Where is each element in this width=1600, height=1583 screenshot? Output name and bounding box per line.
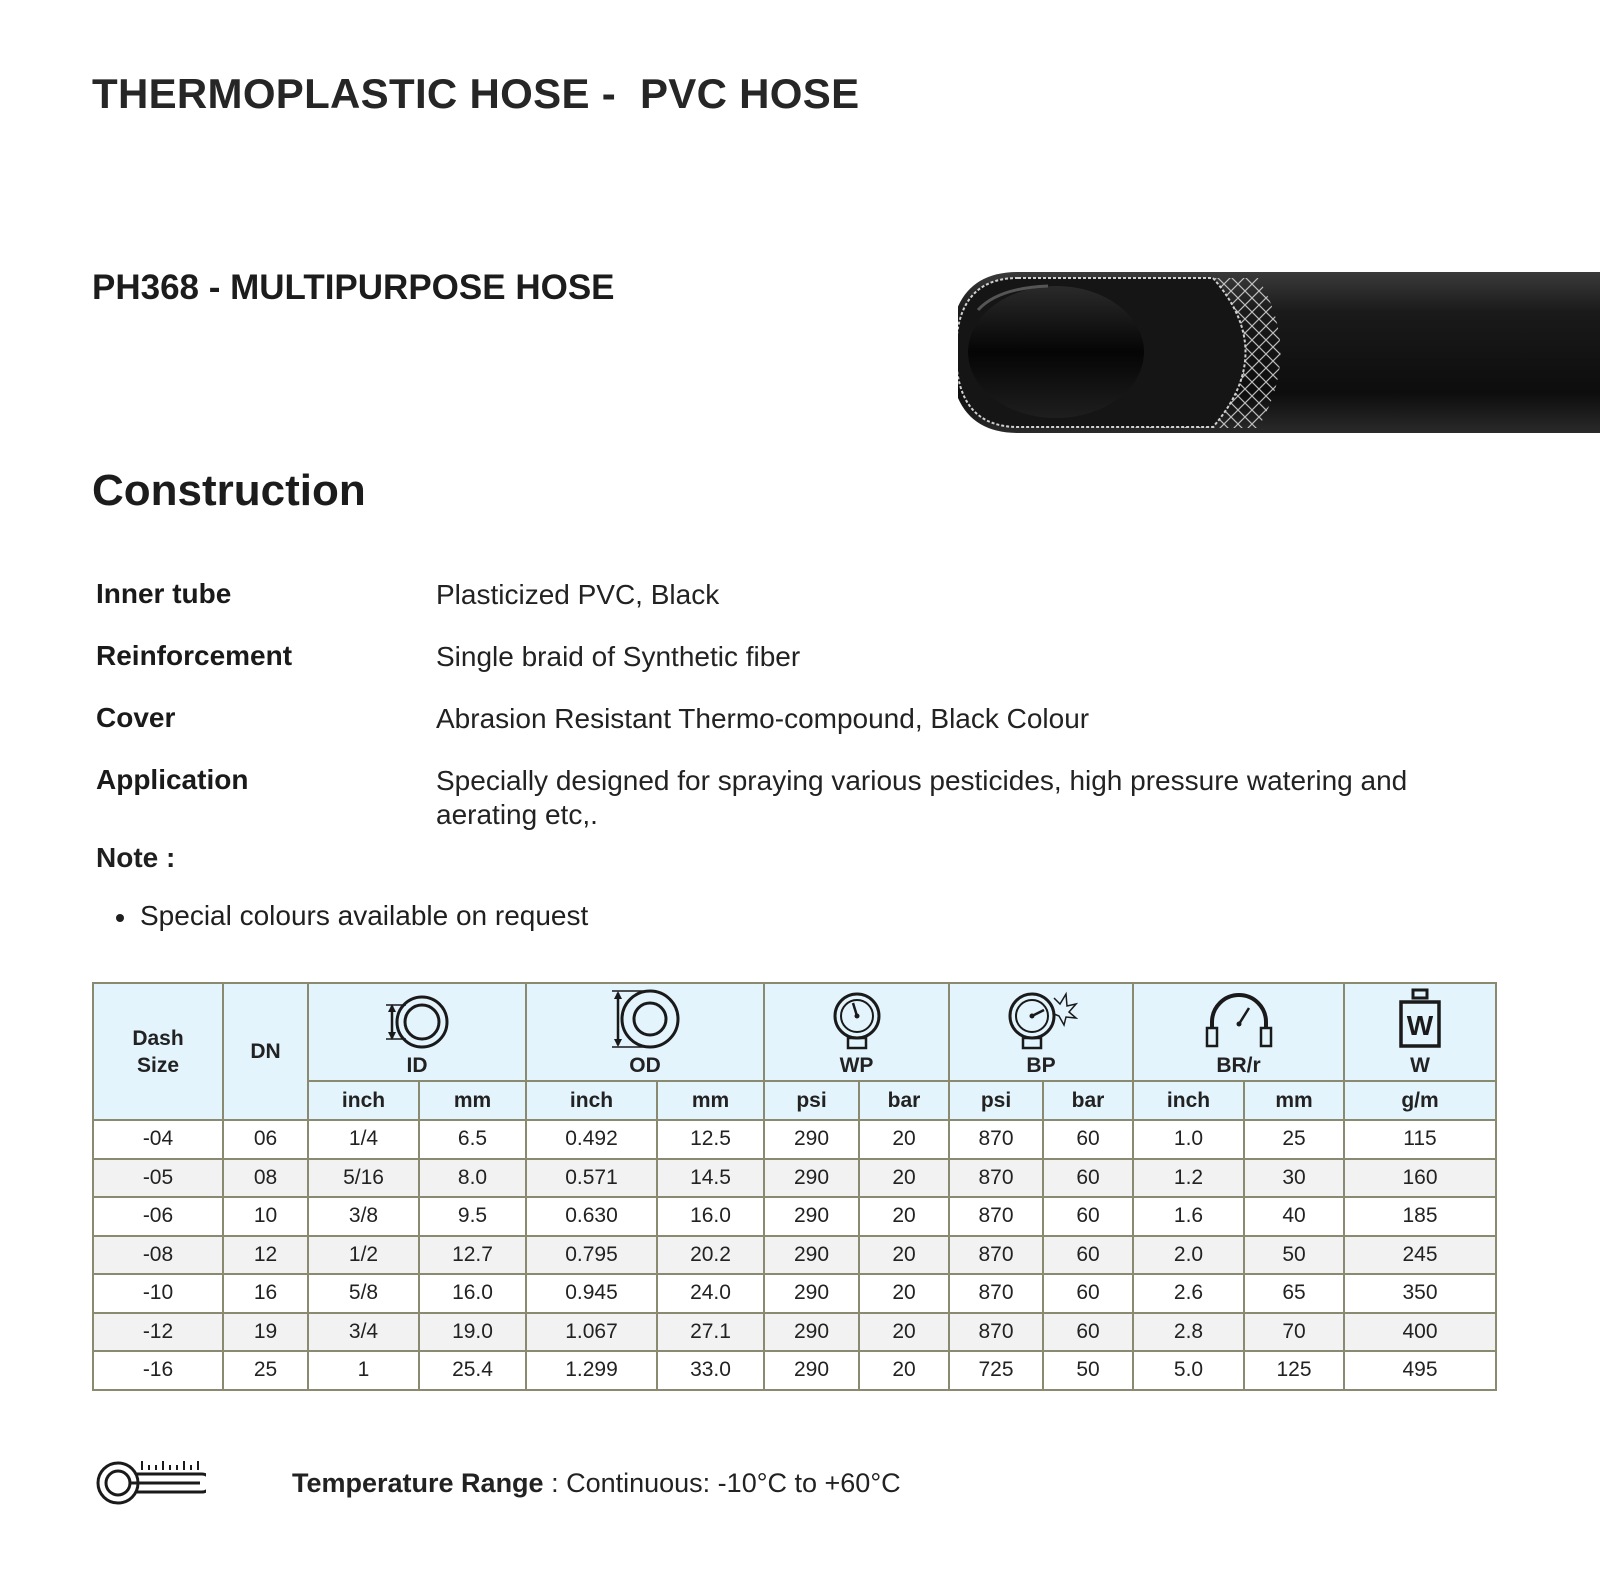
cell-wp-psi: 290 <box>764 1159 859 1198</box>
hose-image <box>958 270 1600 435</box>
temperature-value: : Continuous: -10°C to +60°C <box>543 1468 901 1498</box>
cell-bp-psi: 870 <box>949 1274 1043 1313</box>
cell-od-mm: 33.0 <box>657 1351 764 1390</box>
cell-bp-bar: 50 <box>1043 1351 1133 1390</box>
cell-id-inch: 3/4 <box>308 1313 419 1352</box>
cell-br-mm: 125 <box>1244 1351 1344 1390</box>
cell-br-inch: 2.8 <box>1133 1313 1244 1352</box>
table-row <box>93 1197 1496 1236</box>
cell-br-mm: 65 <box>1244 1274 1344 1313</box>
cell-dn: 10 <box>223 1197 308 1236</box>
cell-id-mm: 6.5 <box>419 1120 526 1159</box>
table-row <box>93 1351 1496 1390</box>
cell-wp-bar: 20 <box>859 1159 949 1198</box>
table-row <box>93 1159 1496 1198</box>
cell-dash-size: -06 <box>93 1197 223 1236</box>
header-w-label: W <box>1410 1054 1430 1077</box>
header-br-label: BR/r <box>1216 1054 1261 1077</box>
unit-od-inch: inch <box>526 1081 657 1120</box>
unit-id-mm: mm <box>419 1081 526 1120</box>
outer-diameter-icon <box>610 988 680 1050</box>
cell-weight: 115 <box>1344 1120 1496 1159</box>
cell-bp-bar: 60 <box>1043 1274 1133 1313</box>
svg-text:W: W <box>1406 1010 1434 1041</box>
working-pressure-gauge-icon <box>829 990 885 1050</box>
cell-bp-psi: 870 <box>949 1159 1043 1198</box>
cell-dn: 08 <box>223 1159 308 1198</box>
unit-bp-bar: bar <box>1043 1081 1133 1120</box>
burst-pressure-gauge-icon <box>1004 990 1078 1050</box>
cell-br-inch: 2.6 <box>1133 1274 1244 1313</box>
cell-od-mm: 24.0 <box>657 1274 764 1313</box>
table-row <box>93 1313 1496 1352</box>
spec-label-reinforcement: Reinforcement <box>96 640 293 671</box>
cell-od-mm: 20.2 <box>657 1236 764 1275</box>
cell-weight: 245 <box>1344 1236 1496 1275</box>
spec-label-cover: Cover <box>96 702 176 733</box>
cell-wp-bar: 20 <box>859 1313 949 1352</box>
header-br <box>1133 983 1344 1081</box>
cell-bp-psi: 725 <box>949 1351 1043 1390</box>
table-row <box>93 1274 1496 1313</box>
cell-id-inch: 5/8 <box>308 1274 419 1313</box>
unit-wp-bar: bar <box>859 1081 949 1120</box>
spec-value-reinforcement: Single braid of Synthetic fiber <box>436 641 801 672</box>
spec-label-inner-tube: Inner tube <box>96 578 232 609</box>
cell-bp-psi: 870 <box>949 1120 1043 1159</box>
header-dn: DN <box>223 983 308 1120</box>
cell-br-inch: 1.6 <box>1133 1197 1244 1236</box>
cell-bp-psi: 870 <box>949 1313 1043 1352</box>
cell-id-inch: 1/4 <box>308 1120 419 1159</box>
cell-wp-bar: 20 <box>859 1351 949 1390</box>
cell-id-inch: 5/16 <box>308 1159 419 1198</box>
cell-dn: 25 <box>223 1351 308 1390</box>
weight-icon <box>1395 988 1445 1050</box>
header-id-label: ID <box>406 1054 428 1077</box>
spec-value-cover: Abrasion Resistant Thermo-compound, Black Colour <box>436 703 1090 734</box>
cell-weight: 185 <box>1344 1197 1496 1236</box>
cell-weight: 495 <box>1344 1351 1496 1390</box>
header-od <box>526 983 764 1081</box>
cell-wp-bar: 20 <box>859 1120 949 1159</box>
cell-od-mm: 14.5 <box>657 1159 764 1198</box>
cell-br-inch: 1.2 <box>1133 1159 1244 1198</box>
cell-bp-psi: 870 <box>949 1236 1043 1275</box>
cell-weight: 400 <box>1344 1313 1496 1352</box>
header-wp <box>764 983 949 1081</box>
cell-id-inch: 3/8 <box>308 1197 419 1236</box>
cell-od-inch: 1.067 <box>526 1313 657 1352</box>
header-w <box>1344 983 1496 1081</box>
cell-wp-bar: 20 <box>859 1274 949 1313</box>
cell-id-inch: 1 <box>308 1351 419 1390</box>
section-heading: Construction <box>92 466 366 515</box>
cell-br-inch: 5.0 <box>1133 1351 1244 1390</box>
cell-dash-size: -05 <box>93 1159 223 1198</box>
header-id <box>308 983 526 1081</box>
cell-weight: 350 <box>1344 1274 1496 1313</box>
cell-wp-psi: 290 <box>764 1197 859 1236</box>
cell-dn: 06 <box>223 1120 308 1159</box>
cell-dn: 16 <box>223 1274 308 1313</box>
thermometer-icon <box>96 1457 206 1507</box>
cell-wp-psi: 290 <box>764 1236 859 1275</box>
cell-wp-bar: 20 <box>859 1236 949 1275</box>
spec-table <box>92 982 1497 1391</box>
cell-weight: 160 <box>1344 1159 1496 1198</box>
cell-bp-bar: 60 <box>1043 1120 1133 1159</box>
cell-od-inch: 0.795 <box>526 1236 657 1275</box>
cell-wp-psi: 290 <box>764 1274 859 1313</box>
cell-id-mm: 25.4 <box>419 1351 526 1390</box>
cell-bp-bar: 60 <box>1043 1313 1133 1352</box>
header-wp-label: WP <box>839 1054 874 1077</box>
cell-od-inch: 0.492 <box>526 1120 657 1159</box>
note-item: Special colours available on request <box>110 900 588 932</box>
note-list <box>110 900 588 932</box>
product-title: PH368 - MULTIPURPOSE HOSE <box>92 268 615 307</box>
header-bp-label: BP <box>1026 1054 1056 1077</box>
cell-br-mm: 30 <box>1244 1159 1344 1198</box>
cell-wp-psi: 290 <box>764 1313 859 1352</box>
cell-bp-bar: 60 <box>1043 1236 1133 1275</box>
cell-br-mm: 50 <box>1244 1236 1344 1275</box>
cell-dash-size: -04 <box>93 1120 223 1159</box>
unit-od-mm: mm <box>657 1081 764 1120</box>
cell-wp-bar: 20 <box>859 1197 949 1236</box>
unit-w-gm: g/m <box>1344 1081 1496 1120</box>
unit-id-inch: inch <box>308 1081 419 1120</box>
cell-od-inch: 0.945 <box>526 1274 657 1313</box>
cell-br-mm: 40 <box>1244 1197 1344 1236</box>
spec-label-application: Application <box>96 764 249 795</box>
cell-od-inch: 1.299 <box>526 1351 657 1390</box>
cell-od-mm: 16.0 <box>657 1197 764 1236</box>
spec-value-application: Specially designed for spraying various pesticides, high pressure watering and aerating etc,. <box>436 765 1408 830</box>
inner-diameter-icon <box>382 994 452 1050</box>
cell-br-inch: 1.0 <box>1133 1120 1244 1159</box>
cell-id-mm: 19.0 <box>419 1313 526 1352</box>
header-dash-size: Dash Size <box>93 983 223 1120</box>
table-body <box>93 1120 1496 1390</box>
cell-od-inch: 0.630 <box>526 1197 657 1236</box>
bend-radius-icon <box>1202 988 1276 1050</box>
unit-br-inch: inch <box>1133 1081 1244 1120</box>
table-row <box>93 1236 1496 1275</box>
cell-id-mm: 9.5 <box>419 1197 526 1236</box>
cell-id-inch: 1/2 <box>308 1236 419 1275</box>
cell-wp-psi: 290 <box>764 1351 859 1390</box>
cell-dn: 12 <box>223 1236 308 1275</box>
cell-br-mm: 70 <box>1244 1313 1344 1352</box>
unit-wp-psi: psi <box>764 1081 859 1120</box>
cell-dash-size: -16 <box>93 1351 223 1390</box>
cell-od-mm: 27.1 <box>657 1313 764 1352</box>
cell-br-mm: 25 <box>1244 1120 1344 1159</box>
cell-bp-psi: 870 <box>949 1197 1043 1236</box>
cell-id-mm: 8.0 <box>419 1159 526 1198</box>
unit-br-mm: mm <box>1244 1081 1344 1120</box>
page-title: THERMOPLASTIC HOSE - PVC HOSE <box>92 70 860 117</box>
cell-br-inch: 2.0 <box>1133 1236 1244 1275</box>
cell-id-mm: 16.0 <box>419 1274 526 1313</box>
header-bp <box>949 983 1133 1081</box>
unit-bp-psi: psi <box>949 1081 1043 1120</box>
cell-od-mm: 12.5 <box>657 1120 764 1159</box>
cell-id-mm: 12.7 <box>419 1236 526 1275</box>
cell-bp-bar: 60 <box>1043 1197 1133 1236</box>
cell-dash-size: -10 <box>93 1274 223 1313</box>
temperature-label: Temperature Range <box>292 1468 544 1498</box>
cell-wp-psi: 290 <box>764 1120 859 1159</box>
header-od-label: OD <box>629 1054 661 1077</box>
cell-dash-size: -12 <box>93 1313 223 1352</box>
temperature-range <box>292 1468 901 1499</box>
spec-value-inner-tube: Plasticized PVC, Black <box>436 579 720 610</box>
table-row <box>93 1120 1496 1159</box>
cell-dash-size: -08 <box>93 1236 223 1275</box>
cell-dn: 19 <box>223 1313 308 1352</box>
cell-bp-bar: 60 <box>1043 1159 1133 1198</box>
note-label: Note : <box>96 842 176 873</box>
cell-od-inch: 0.571 <box>526 1159 657 1198</box>
